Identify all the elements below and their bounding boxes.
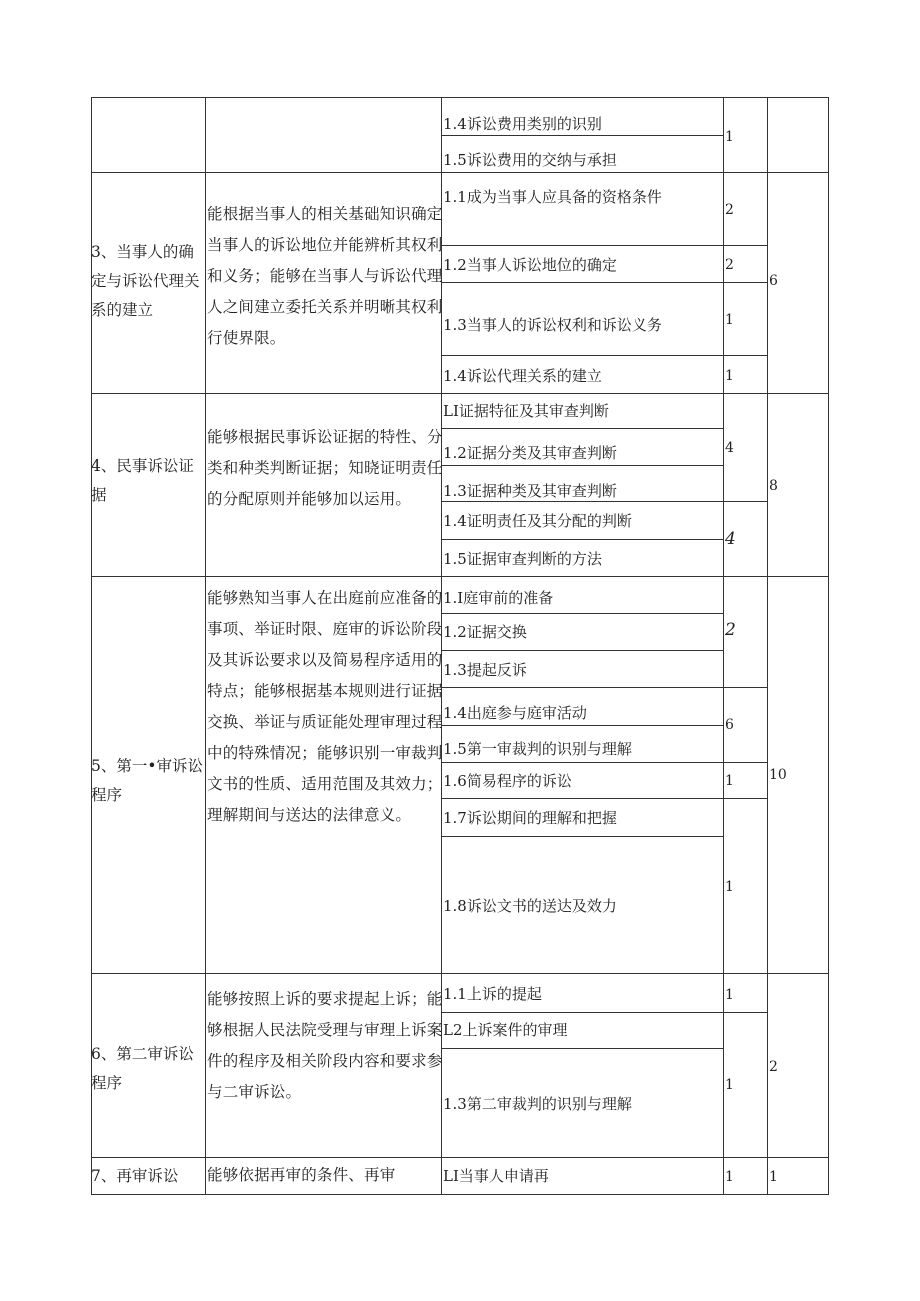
item-text: 1.5诉讼费用的交纳与承担 xyxy=(443,151,617,169)
hours-value: 1 xyxy=(725,1077,734,1093)
table-border-right xyxy=(828,97,829,1195)
table-border-top xyxy=(91,97,829,98)
subrow-divider xyxy=(441,355,768,356)
item-text: 1.4证明责任及其分配的判断 xyxy=(443,512,632,530)
row-divider xyxy=(91,393,829,394)
subrow-divider xyxy=(441,762,768,763)
hours-value: 4 xyxy=(725,440,734,456)
item-text: 1.2当事人诉讼地位的确定 xyxy=(443,256,617,274)
item-text: LI证据特征及其审查判断 xyxy=(443,402,609,420)
module-total: 8 xyxy=(769,478,778,494)
module-total: 10 xyxy=(769,767,787,783)
item-text: L2上诉案件的审理 xyxy=(443,1021,568,1039)
item-divider xyxy=(441,836,724,837)
item-text: 1.7诉讼期间的理解和把握 xyxy=(443,809,617,827)
subrow-divider xyxy=(441,798,768,799)
module-total: 6 xyxy=(769,273,778,289)
module-requirement: 能够按照上诉的要求提起上诉；能够根据人民法院受理与审理上诉案件的程序及相关阶段内容和要求参与二审诉讼。 xyxy=(207,990,443,1101)
module-requirement: 能够依据再审的条件、再审 xyxy=(207,1166,396,1184)
item-divider xyxy=(441,650,724,651)
row-divider xyxy=(91,1157,829,1158)
item-divider xyxy=(441,725,724,726)
item-divider xyxy=(441,135,724,136)
column-divider xyxy=(723,97,724,1195)
module-name: 4、民事诉讼证据 xyxy=(91,457,194,504)
hours-value: 1 xyxy=(725,987,734,1003)
hours-value: 1 xyxy=(725,129,734,145)
item-text: 1.1成为当事人应具备的资格条件 xyxy=(443,188,662,206)
module-name: 5、第一•审诉讼程序 xyxy=(91,757,204,804)
column-divider xyxy=(205,97,206,1195)
module-total: 2 xyxy=(769,1059,778,1075)
module-name: 7、再审诉讼 xyxy=(91,1167,179,1185)
item-divider xyxy=(441,465,724,466)
item-text: 1.3当事人的诉讼权利和诉讼义务 xyxy=(443,316,662,334)
item-text: 1.2证据分类及其审查判断 xyxy=(443,444,617,462)
item-text: 1.4出庭参与庭审活动 xyxy=(443,704,587,722)
hours-value: 6 xyxy=(725,717,734,733)
hours-value: 2 xyxy=(725,202,734,218)
item-text: 1.3证据种类及其审查判断 xyxy=(443,482,617,500)
module-requirement: 能够熟知当事人在出庭前应准备的事项、举证时限、庭审的诉讼阶段及其诉讼要求以及简易程序适用的特点；能够根据基本规则进行证据交换、举证与质证能处理审理过程中的特殊情况；能够识别一审裁判文书的性质、适用范围及其效力；理解期间与送达的法律意义。 xyxy=(207,589,443,824)
module-requirement: 能够根据民事诉讼证据的特性、分类和种类判断证据；知晓证明责任的分配原则并能够加以运用。 xyxy=(207,428,443,508)
item-divider xyxy=(441,613,724,614)
module-name: 6、第二审诉讼程序 xyxy=(91,1045,194,1092)
item-text: 1.5第一审裁判的识别与理解 xyxy=(443,740,632,758)
row-divider xyxy=(91,576,829,577)
table-border-bottom xyxy=(91,1194,829,1195)
item-divider xyxy=(441,428,724,429)
item-text: 1.3提起反诉 xyxy=(443,661,527,679)
subrow-divider xyxy=(441,501,768,502)
item-divider xyxy=(441,539,724,540)
subrow-divider xyxy=(441,687,768,688)
subrow-divider xyxy=(441,245,768,246)
row-divider xyxy=(91,973,829,974)
module-requirement: 能根据当事人的相关基础知识确定当事人的诉讼地位并能辨析其权利和义务；能够在当事人与诉讼代理人之间建立委托关系并明晰其权利行使界限。 xyxy=(207,205,443,347)
hours-value: 1 xyxy=(725,368,734,384)
hours-value: 1 xyxy=(725,773,734,789)
hours-value: 1 xyxy=(725,1169,734,1185)
module-name: 3、当事人的确定与诉讼代理关系的建立 xyxy=(91,243,200,319)
item-text: 1.3第二审裁判的识别与理解 xyxy=(443,1095,632,1113)
item-text: 1.4诉讼费用类别的识别 xyxy=(443,115,602,133)
column-divider xyxy=(767,97,768,1195)
hours-value: 2 xyxy=(725,620,736,640)
hours-value: 1 xyxy=(725,312,734,328)
item-text: LI当事人申请再 xyxy=(443,1167,549,1185)
subrow-divider xyxy=(441,282,768,283)
item-text: 1.1上诉的提起 xyxy=(443,985,542,1003)
item-text: 1.I庭审前的准备 xyxy=(443,589,554,607)
hours-value: 4 xyxy=(725,529,736,549)
item-text: 1.5证据审查判断的方法 xyxy=(443,550,602,568)
item-text: 1.8诉讼文书的送达及效力 xyxy=(443,897,617,915)
row-divider xyxy=(91,172,829,173)
item-divider xyxy=(441,1048,724,1049)
item-text: 1.4诉讼代理关系的建立 xyxy=(443,367,602,385)
item-text: 1.2证据交换 xyxy=(443,623,527,641)
subrow-divider xyxy=(441,1012,768,1013)
module-total: 1 xyxy=(769,1169,778,1185)
item-text: 1.6简易程序的诉讼 xyxy=(443,772,572,790)
hours-value: 2 xyxy=(725,257,734,273)
hours-value: 1 xyxy=(725,879,734,895)
